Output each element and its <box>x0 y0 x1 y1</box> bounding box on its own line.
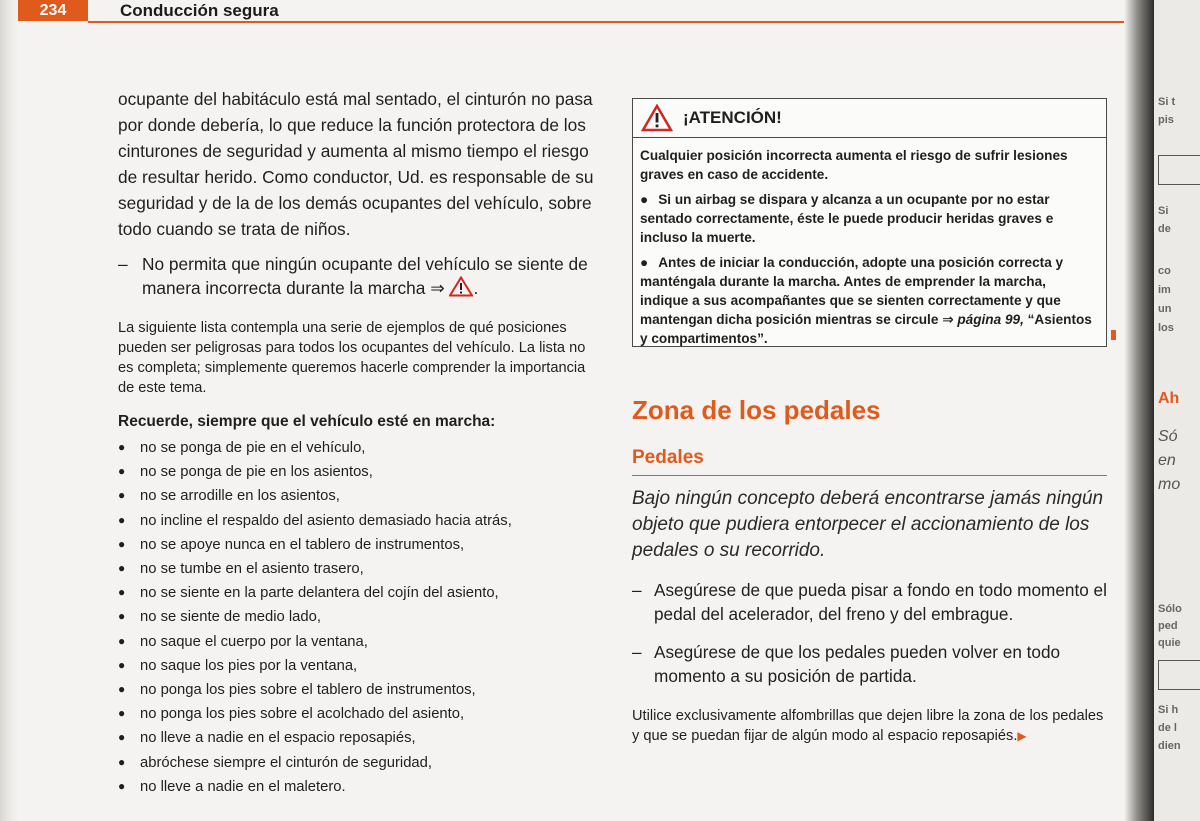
left-column <box>118 86 596 799</box>
adjacent-page <box>1154 0 1200 821</box>
closing-paragraph <box>632 706 1112 746</box>
page-fragment: co <box>1158 265 1171 277</box>
subsection-title: Pedales <box>632 446 1107 476</box>
list-item: ● no incline el respaldo del asiento demasiado hacia atrás, <box>118 509 596 533</box>
page-left-edge <box>0 0 18 821</box>
page-fragment: Sólo <box>1158 603 1182 615</box>
page-fragment: ped <box>1158 620 1178 632</box>
list-item: ● no se siente en la parte delantera del cojín del asiento, <box>118 581 596 605</box>
page-header <box>0 0 1140 24</box>
cross-reference-arrow: ⇒ <box>430 278 445 298</box>
period: . <box>473 278 479 298</box>
list-item: ● no se arrodille en los asientos, <box>118 484 596 508</box>
header-rule <box>88 21 1140 23</box>
warning-box-fragment <box>1158 660 1200 690</box>
page-fragment: de <box>1158 223 1171 235</box>
section-title: Zona de los pedales <box>632 395 881 425</box>
closing-paragraph-text: Utilice exclusivamente alfombrillas que dejen libre la zona de los pedales y que se puedan fijar de algún modo al espacio reposapiés. <box>632 708 1104 744</box>
list-item: ● no se apoye nunca en el tablero de instrumentos, <box>118 533 596 557</box>
page-fragment: dien <box>1158 740 1181 752</box>
warning-icon <box>449 276 473 297</box>
reference-title: “Asientos y compartimentos”. <box>640 312 1092 346</box>
safety-bullet-list <box>118 436 596 799</box>
page-fragment: pis <box>1158 114 1174 126</box>
page-fragment: los <box>1158 322 1174 334</box>
warning-title: ¡ATENCIÓN! <box>683 108 782 127</box>
list-item: ● no ponga los pies sobre el acolchado del asiento, <box>118 702 596 726</box>
bullet-dot: ● <box>640 192 649 207</box>
list-item: ● no se tumbe en el asiento trasero, <box>118 557 596 581</box>
dash-item <box>632 578 1107 626</box>
list-intro-paragraph: La siguiente lista contempla una serie de ejemplos de qué posiciones pueden ser peligrosas para todos los ocupantes del vehículo. La lista no es completa; simplemente queremos hacerle comprender la importancia de este tema. <box>118 320 586 396</box>
warning-body <box>633 138 1106 348</box>
page-fragment: Si h <box>1158 704 1179 716</box>
list-item: ● no se ponga de pie en el vehículo, <box>118 436 596 460</box>
lead-paragraph: Bajo ningún concepto deberá encontrarse jamás ningún objeto que pudiera entorpecer el accionamiento de los pedales o su recorrido. <box>632 488 1104 561</box>
page-fragment: un <box>1158 303 1172 315</box>
list-item: ● no se siente de medio lado, <box>118 605 596 629</box>
dash-marker: – <box>632 580 642 600</box>
chapter-title: Conducción segura <box>120 1 279 20</box>
cross-reference-arrow: ⇒ <box>942 312 954 327</box>
bullet-dot: ● <box>640 255 649 270</box>
list-item: ● abróchese siempre el cinturón de seguridad, <box>118 751 596 775</box>
dash-item <box>632 640 1107 688</box>
warning-bullet <box>640 253 1098 348</box>
warning-box <box>632 98 1107 347</box>
list-item: ● no saque los pies por la ventana, <box>118 654 596 678</box>
dash-marker: – <box>118 254 128 274</box>
list-item: ● no lleve a nadie en el espacio reposapiés, <box>118 726 596 750</box>
warning-triangle-icon <box>641 104 673 132</box>
list-item: ● no saque el cuerpo por la ventana, <box>118 630 596 654</box>
page-fragment: Só <box>1158 428 1178 445</box>
dash-item-text: Asegúrese de que los pedales pueden volver en todo momento a su posición de partida. <box>654 642 1061 686</box>
list-item: ● no se ponga de pie en los asientos, <box>118 460 596 484</box>
dash-item-text: No permita que ningún ocupante del vehículo se siente de manera incorrecta durante la marcha <box>142 254 588 298</box>
warning-bullet-text: Antes de iniciar la conducción, adopte una posición correcta y manténgala durante la marcha. Antes de emprender la marcha, indique a sus acompañantes que se sienten correctamente y que mantengan dicha posición mientras se circule <box>640 255 1064 327</box>
dash-item-text: Asegúrese de que pueda pisar a fondo en todo momento el pedal del acelerador, del freno y del embrague. <box>654 580 1107 624</box>
remember-heading: Recuerde, siempre que el vehículo esté en marcha: <box>118 413 496 430</box>
continuation-marker <box>1111 330 1116 340</box>
list-item: ● no lleve a nadie en el maletero. <box>118 775 596 799</box>
right-column <box>632 392 1107 746</box>
page-reference: página 99, <box>957 312 1024 327</box>
warning-bullet <box>640 190 1098 247</box>
warning-bullet-text: Si un airbag se dispara y alcanza a un ocupante por no estar sentado correctamente, éste le puede producir heridas graves e incluso la muerte. <box>640 192 1054 245</box>
dash-marker: – <box>632 642 642 662</box>
page-fragment: im <box>1158 284 1171 296</box>
warning-paragraph: Cualquier posición incorrecta aumenta el riesgo de sufrir lesiones graves en caso de accidente. <box>640 148 1068 182</box>
page-fragment: de l <box>1158 722 1177 734</box>
list-item: ● no ponga los pies sobre el tablero de instrumentos, <box>118 678 596 702</box>
intro-paragraph: ocupante del habitáculo está mal sentado, el cinturón no pasa por donde debería, lo que reduce la función protectora de los cinturones de seguridad y aumenta al mismo tiempo el riesgo de resultar herido. Como conductor, Ud. es responsable de su seguridad y de la de los demás ocupantes del vehículo, sobre todo cuando se trata de niños. <box>118 89 594 239</box>
continue-arrow-icon: ▶ <box>1017 729 1027 743</box>
page-fragment: Si t <box>1158 96 1176 108</box>
warning-box-fragment <box>1158 155 1200 185</box>
book-gutter <box>1124 0 1154 821</box>
page-fragment: Si <box>1158 205 1169 217</box>
page-number: 234 <box>18 0 88 21</box>
dash-item <box>118 252 596 300</box>
page-fragment: mo <box>1158 476 1181 493</box>
page-fragment: Ah <box>1158 390 1180 407</box>
page-fragment: quie <box>1158 637 1181 649</box>
warning-header <box>633 99 1106 138</box>
page-fragment: en <box>1158 452 1176 469</box>
